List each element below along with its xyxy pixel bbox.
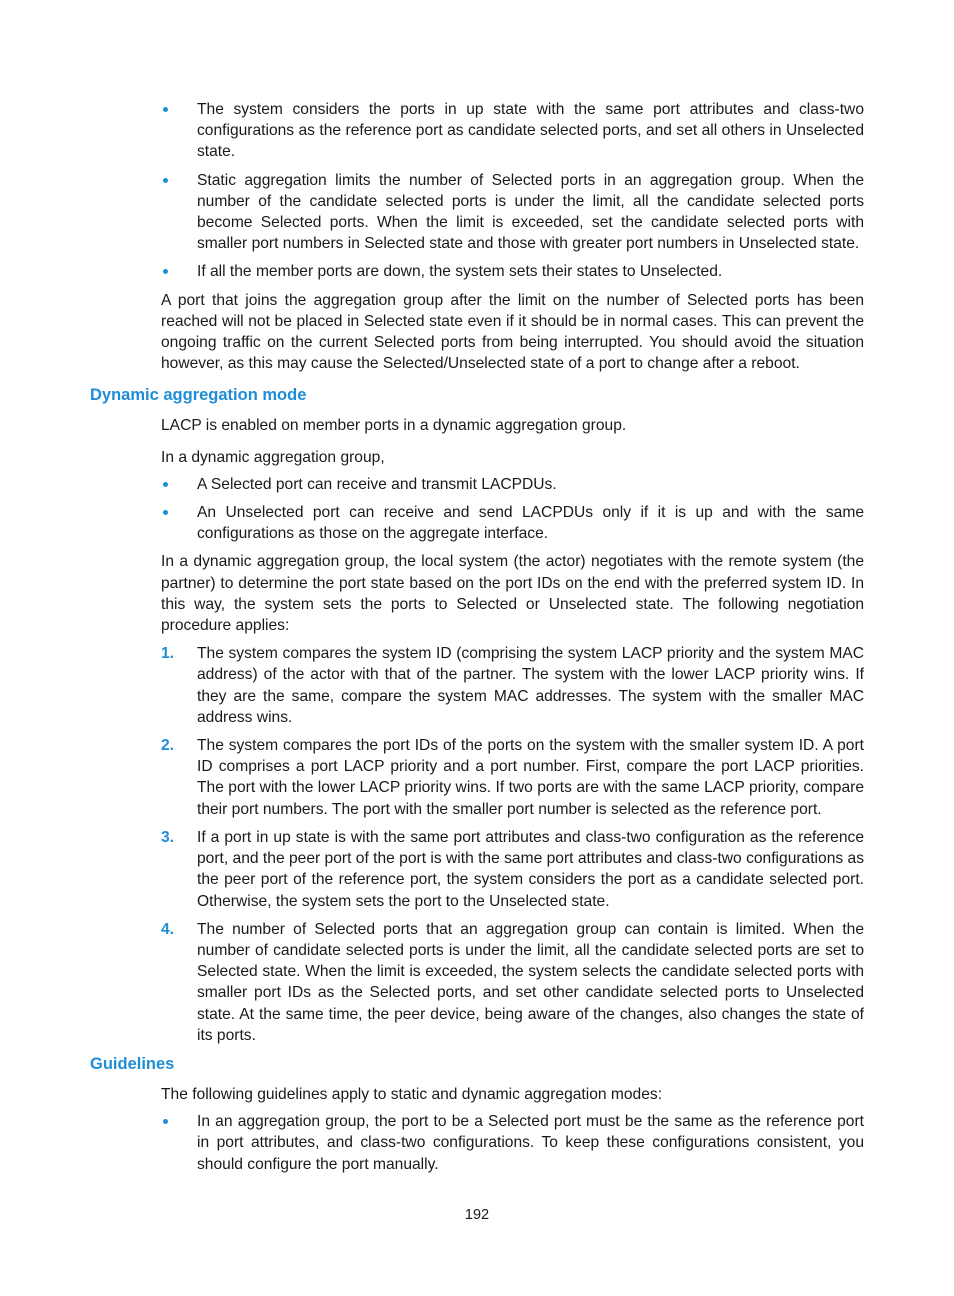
list-item: 1. The system compares the system ID (comprising the system LACP priority and the system MAC address) of the actor with that of the partner. The system with the lower LACP priority wins. If they are the same, compare the system MAC addresses. The system with the smaller MAC address wins. bbox=[161, 645, 864, 726]
body-paragraph: A port that joins the aggregation group after the limit on the number of Selected ports has been reached will not be placed in Selected state even if it should be in normal cases. This can prevent the ongoing traffic on the current Selected ports from being interrupted. You should avoid the situation however, as this may cause the Selected/Unselected state of a port to change after a reboot. bbox=[161, 291, 864, 373]
section-heading-dynamic: Dynamic aggregation mode bbox=[90, 386, 307, 405]
bullet-icon bbox=[163, 178, 168, 183]
guidelines-bullet-list bbox=[161, 1111, 864, 1175]
page-content bbox=[90, 99, 864, 1182]
list-item: A Selected port can receive and transmit LACPDUs. bbox=[161, 474, 864, 495]
body-paragraph: In a dynamic aggregation group, bbox=[161, 448, 385, 466]
body-paragraph: LACP is enabled on member ports in a dynamic aggregation group. bbox=[161, 417, 627, 435]
bullet-icon bbox=[163, 269, 168, 274]
list-item: In an aggregation group, the port to be a Selected port must be the same as the reference port in port attributes, and class-two configurations. To keep these configurations consistent, you should configure the port manually. bbox=[161, 1111, 864, 1175]
list-item: 4. The number of Selected ports that an aggregation group can contain is limited. When the number of candidate selected ports is under the limit, all the candidate selected ports are set to Selected state. When the limit is exceeded, the system selects the candidate selected ports with smaller port IDs as the Selected ports, and set other candidate selected ports to Unselected state. At the same time, the peer device, being aware of the changes, also changes the state of its ports. bbox=[161, 920, 864, 1044]
list-item: 2. The system compares the port IDs of the ports on the system with the smaller system ID. A port ID comprises a port LACP priority and a port number. First, compare the port LACP priorities. The port with the lower LACP priority wins. If two ports are with the same LACP priority, compare their port numbers. The port with the smaller port number is selected as the reference port. bbox=[161, 737, 864, 818]
static-bullet-list bbox=[161, 99, 864, 283]
list-item: 3. If a port in up state is with the same port attributes and class-two configuration as the reference port, and the peer port of the port is with the same port attributes and class-two configurations as the peer port of the reference port, the system considers the port as a candidate selected port. Otherwise, the system sets the port to the Unselected state. bbox=[161, 828, 864, 910]
list-item: If all the member ports are down, the system sets their states to Unselected. bbox=[161, 261, 864, 282]
list-item: The system considers the ports in up state with the same port attributes and class-two configurations as the reference port as candidate selected ports, and set all others in Unselected state. bbox=[161, 99, 864, 163]
step-number: 3. bbox=[161, 828, 175, 846]
bullet-icon bbox=[163, 1119, 168, 1124]
negotiation-steps-list bbox=[161, 643, 864, 1046]
bullet-icon bbox=[163, 510, 168, 515]
step-number: 1. bbox=[161, 645, 175, 663]
bullet-icon bbox=[163, 482, 168, 487]
bullet-icon bbox=[163, 107, 168, 112]
list-item: Static aggregation limits the number of Selected ports in an aggregation group. When the number of the candidate selected ports is under the limit, all the candidate selected ports become Selected ports. When the limit is exceeded, set the candidate selected ports with smaller port numbers in Selected state and those with greater port numbers in Unselected state. bbox=[161, 170, 864, 255]
page-number: 192 bbox=[464, 1207, 490, 1223]
body-paragraph: The following guidelines apply to static and dynamic aggregation modes: bbox=[161, 1085, 663, 1103]
list-item: An Unselected port can receive and send LACPDUs only if it is up and with the same configurations as those on the aggregate interface. bbox=[161, 502, 864, 544]
section-heading-guidelines: Guidelines bbox=[90, 1054, 175, 1073]
body-paragraph: In a dynamic aggregation group, the local system (the actor) negotiates with the remote system (the partner) to determine the port state based on the port IDs on the end with the preferred system ID. In this way, the system sets the ports to Selected or Unselected state. The following negotiation procedure applies: bbox=[161, 553, 864, 635]
dynamic-bullet-list bbox=[161, 474, 864, 545]
step-number: 2. bbox=[161, 737, 175, 755]
step-number: 4. bbox=[161, 920, 175, 938]
